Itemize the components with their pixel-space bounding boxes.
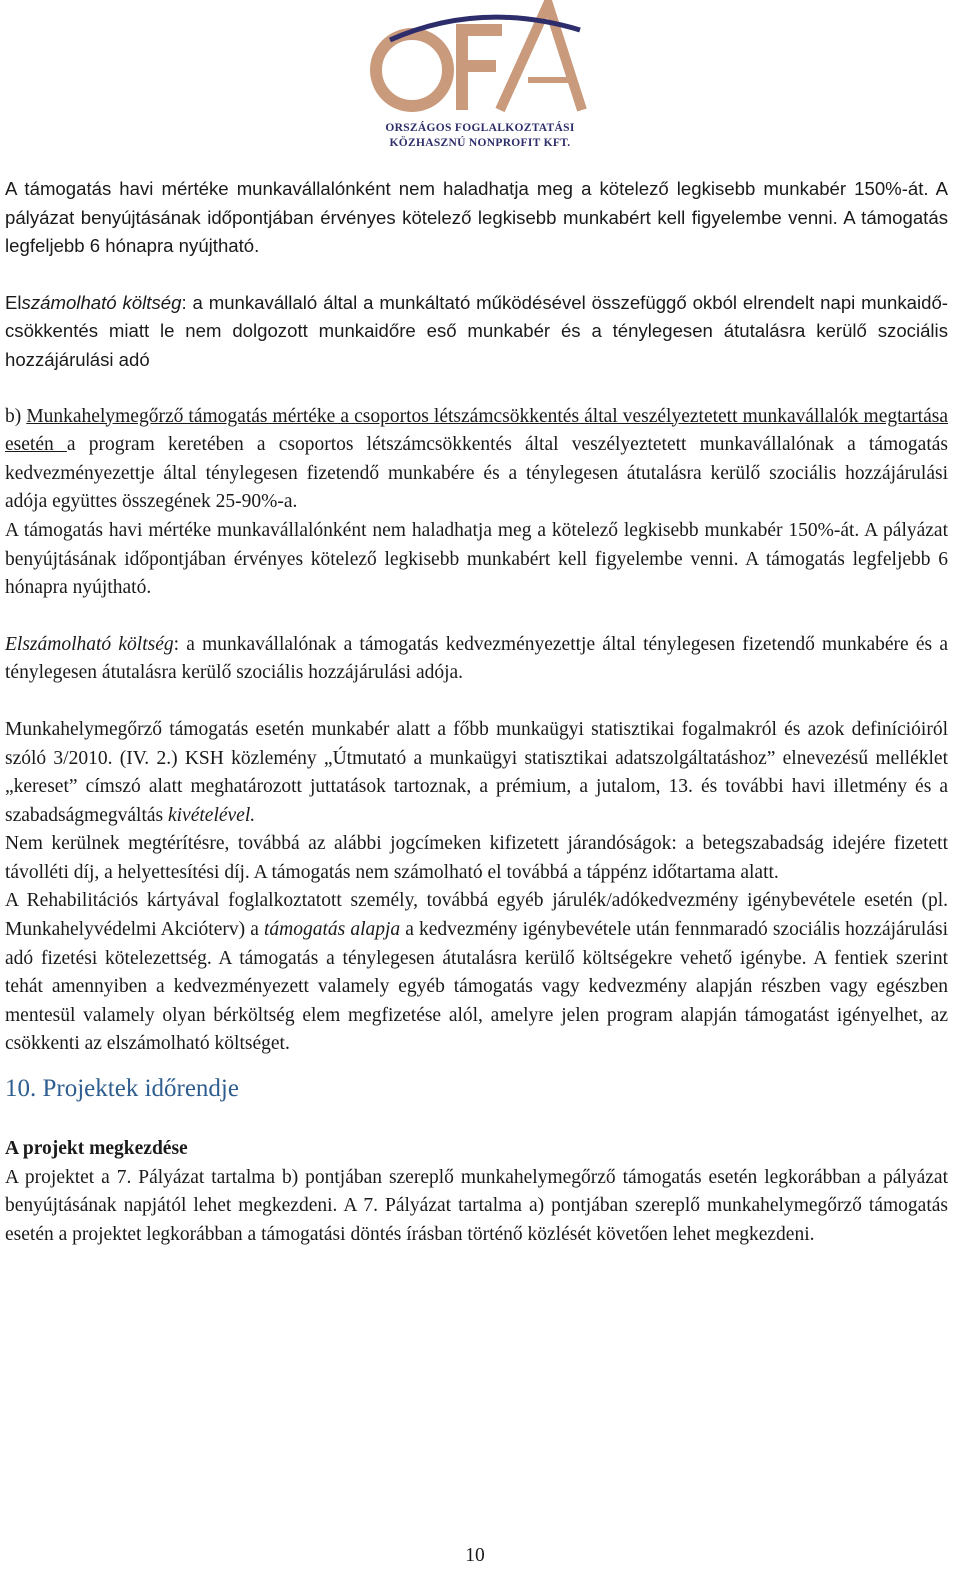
logo-org-line1: ORSZÁGOS FOGLALKOZTATÁSI [385, 122, 575, 134]
support-limit-paragraph-1: A támogatás havi mértéke munkavállalónként nem haladhatja meg a kötelező legkisebb munkabér 150%-át. A pályázat benyújtásának időpontjában érvényes kötelező legkisebb munkabért kell figyelembe venni. A támogatás legfeljebb 6 hónapra nyújtható. [5, 178, 948, 257]
eligible-cost-paragraph-2 [5, 631, 948, 688]
ofa-logo [350, 0, 610, 152]
eligible-cost-paragraph-1 [5, 289, 948, 375]
page-number: 10 [465, 1545, 485, 1566]
project-start-paragraph: A projektet a 7. Pályázat tartalma b) pontjában szereplő munkahelymegőrző támogatás esetén legkorábban a pályázat benyújtásának napjától lehet megkezdeni. A 7. Pályázat tartalma a) pontjában szereplő munkahelymegőrző támogatás esetén a projektet legkorábban a támogatási döntés írásban történő közlését követően lehet megkezdeni. [5, 1166, 948, 1245]
logo-org-line2: KÖZHASZNÚ NONPROFIT KFT. [389, 137, 571, 149]
ofa-logo-mark [350, 0, 610, 122]
support-b-prefix: b) [5, 405, 27, 427]
wage-definition-paragraph [5, 716, 948, 830]
rehabilitation-card-paragraph [5, 887, 948, 1059]
wage-definition-text: Munkahelymegőrző támogatás esetén munkabér alatt a főbb munkaügyi statisztikai fogalmakról és azok definícióiról szóló 3/2010. (IV. 2.) KSH közlemény „Útmutató a munkaügyi statisztikai adatszolgáltatáshoz” elnevezésű melléklet „kereset” címszó alatt meghatározott juttatások tartoznak, a prémium, a jutalom, 13. és további havi illetmény és a szabadságmegváltás [5, 718, 948, 826]
non-reimbursable-paragraph: Nem kerülnek megtérítésre, továbbá az alábbi jogcímeken kifizetett járandóságok: a betegszabadság idejére fizetett távolléti díj, a helyettesítési díj. A támogatás nem számolható el továbbá a táppénz időtartama alatt. [5, 833, 948, 883]
subheading-project-start: A projekt megkezdése [5, 1138, 188, 1160]
document-body [5, 175, 948, 1249]
eligible-cost-term-2: Elszámolható költség [5, 633, 174, 655]
section-heading: 10. Projektek időrendje [5, 1075, 239, 1103]
support-b-title: Munkahelymegőrző támogatás mértéke a csoportos létszámcsökkentés által veszélyeztetett munkavállalók megtartása esetén [5, 405, 948, 456]
eligible-cost-text-2: : a munkavállalónak a támogatás kedvezményezettje által ténylegesen fizetendő munkabére és a ténylegesen átutalásra kerülő szociális hozzájárulási adója. [5, 633, 948, 684]
support-b-paragraph [5, 403, 948, 517]
rehab-support-basis: támogatás alapja [263, 919, 401, 941]
support-b-text: a program keretében a csoportos létszámcsökkentés által veszélyeztetett munkavállalónak a támogatás kedvezményezettje által ténylegesen fizetendő munkabére és a ténylegesen átutalásra kerülő szociális hozzájárulási adója együttes összegének 25-90%-a. [5, 434, 948, 513]
eligible-cost-lead: El [5, 291, 22, 313]
eligible-cost-text: : a munkavállaló által a munkáltató működésével összefüggő okból elrendelt napi munkaidő-csökkentés miatt le nem dolgozott munkaidőre eső munkabér és a ténylegesen átutalásra kerülő szociális hozzájárulási adó [5, 291, 948, 370]
rehab-text-after: a kedvezmény igénybevétele után fennmaradó szociális hozzájárulási adó fizetési kötelezettség. A támogatás a ténylegesen átutalásra kerülő költségekre vehető igénybe. A fentiek szerint tehát amennyiben a kedvezményezett valamely egyéb támogatás vagy kedvezmény alapján részben vagy egészben mentesül valamely olyan bérköltség elem megfizetése alól, amelyre jelen program alapján támogatást igényelhet, az csökkenti az elszámolható költséget. [5, 919, 948, 1055]
support-limit-paragraph-2: A támogatás havi mértéke munkavállalónként nem haladhatja meg a kötelező legkisebb munkabér 150%-át. A pályázat benyújtásának időpontjában érvényes kötelező legkisebb munkabért kell figyelembe venni. A támogatás legfeljebb 6 hónapra nyújtható. [5, 519, 948, 599]
wage-definition-exception: kivételével. [167, 804, 256, 826]
eligible-cost-term: számolható költség [21, 291, 182, 313]
rehab-text-before: A Rehabilitációs kártyával foglalkoztatott személy, továbbá egyéb járulék/adókedvezmény igénybevétele esetén (pl. Munkahelyvédelmi Akcióterv) a [5, 890, 948, 941]
